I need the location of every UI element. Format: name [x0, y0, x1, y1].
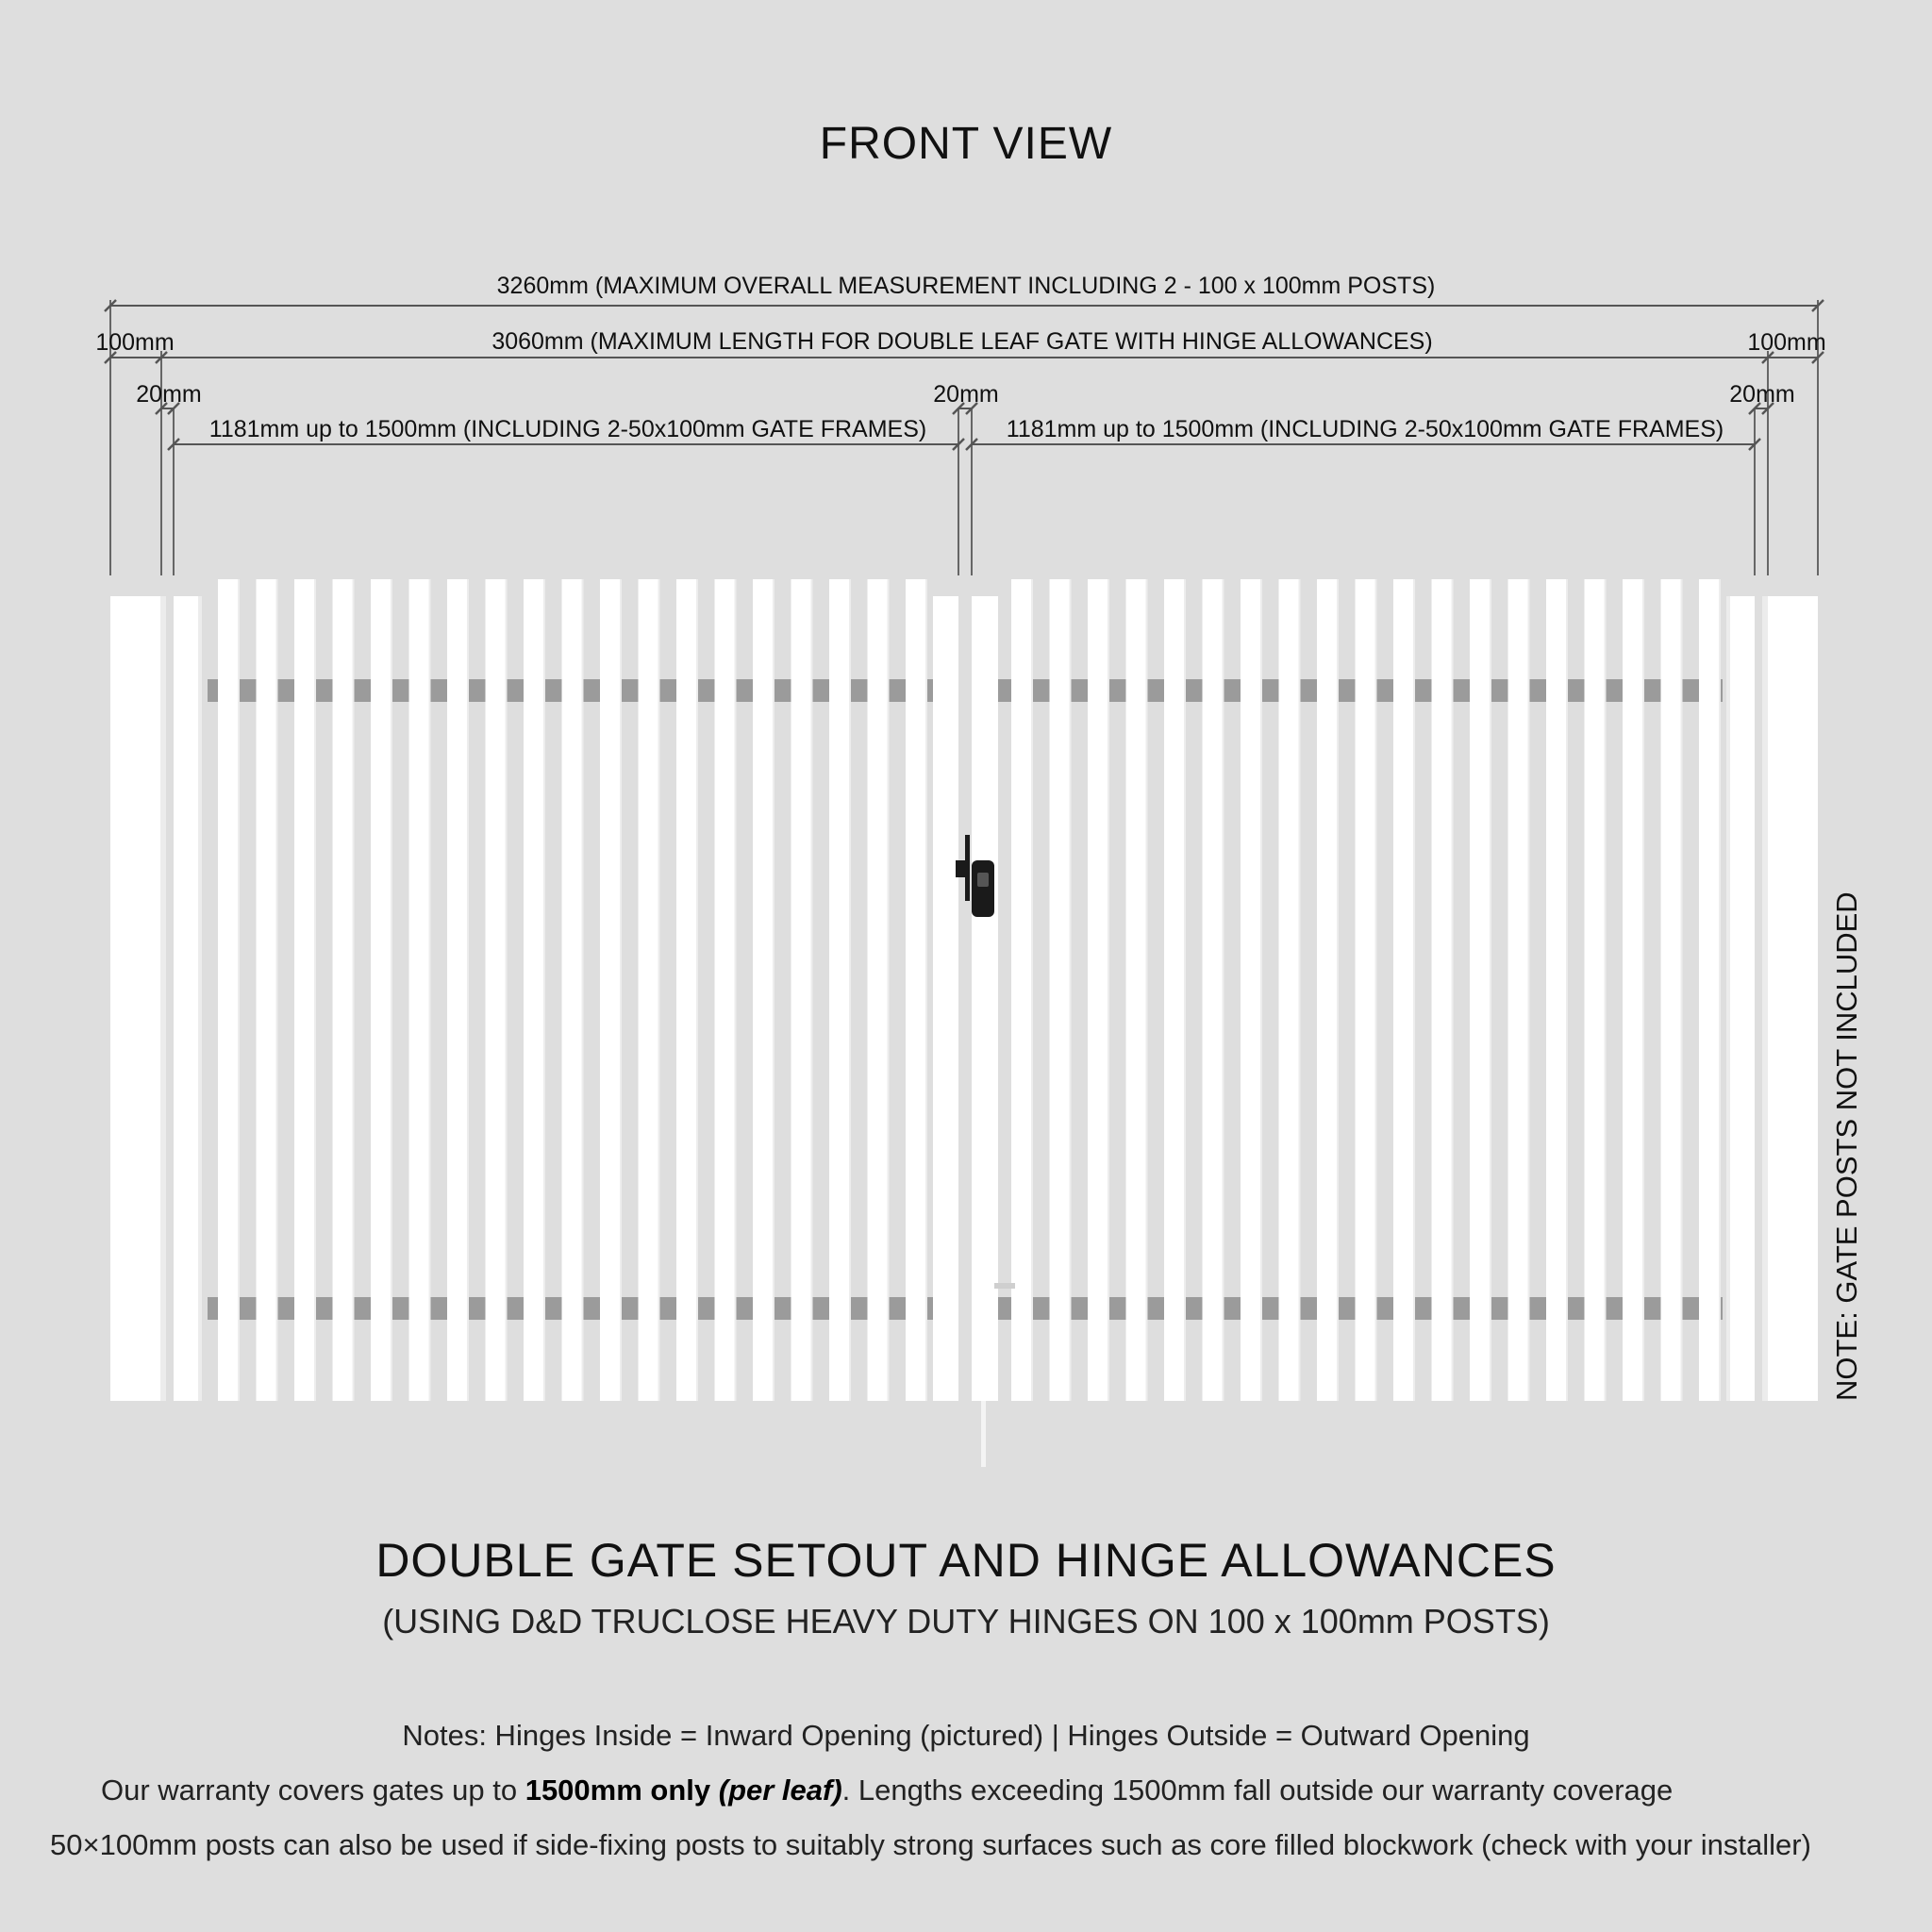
slat-left-12-shade: [658, 579, 660, 1401]
slats-right-leaf: [1011, 579, 1721, 1401]
gate-length-dimension-label: 3060mm (MAXIMUM LENGTH FOR DOUBLE LEAF GATE WITH HINGE ALLOWANCES): [491, 328, 1433, 355]
slat-right-9: [1317, 579, 1339, 1401]
slat-left-8: [486, 579, 508, 1401]
note-warranty: [101, 1774, 1673, 1807]
slat-right-7: [1241, 579, 1262, 1401]
slat-left-19: [906, 579, 927, 1401]
overall-dimension-label: 3260mm (MAXIMUM OVERALL MEASUREMENT INCLUDING 2 - 100 x 100mm POSTS): [496, 273, 1436, 299]
slat-right-15-shade: [1566, 579, 1568, 1401]
slat-right-7-shade: [1260, 579, 1262, 1401]
note-warranty-bold: 1500mm only: [525, 1774, 719, 1807]
slat-left-4-shade: [353, 579, 355, 1401]
gate-illustration: [110, 579, 1818, 1467]
slat-left-8-shade: [506, 579, 508, 1401]
slat-right-18: [1661, 579, 1683, 1401]
post-right-dimension-label: 100mm: [1747, 329, 1826, 356]
slat-left-6-shade: [429, 579, 431, 1401]
slat-right-8-shade: [1299, 579, 1301, 1401]
slat-left-11: [600, 579, 622, 1401]
slat-right-18-shade: [1681, 579, 1683, 1401]
sub-heading: (USING D&D TRUCLOSE HEAVY DUTY HINGES ON 100 x 100mm POSTS): [382, 1602, 1550, 1641]
post-left: [110, 596, 166, 1401]
slat-right-2: [1050, 579, 1072, 1401]
slat-left-16: [791, 579, 813, 1401]
slat-right-14-shade: [1528, 579, 1530, 1401]
slat-right-6-shade: [1223, 579, 1224, 1401]
slat-left-10-shade: [582, 579, 584, 1401]
slat-right-13: [1470, 579, 1491, 1401]
slat-right-3-shade: [1108, 579, 1109, 1401]
note-warranty-bold-italic: (per leaf): [718, 1774, 842, 1807]
slat-right-10-shade: [1375, 579, 1377, 1401]
side-note: NOTE: GATE POSTS NOT INCLUDED: [1830, 891, 1863, 1401]
slat-left-13-shade: [696, 579, 698, 1401]
leaf-left-dimension-label: 1181mm up to 1500mm (INCLUDING 2-50x100mm GATE FRAMES): [208, 416, 927, 442]
slat-left-18-shade: [888, 579, 890, 1401]
slat-right-16: [1585, 579, 1607, 1401]
slat-left-7: [447, 579, 469, 1401]
slat-right-16-shade: [1605, 579, 1607, 1401]
slat-right-14: [1508, 579, 1530, 1401]
note-hinges: Notes: Hinges Inside = Inward Opening (pictured) | Hinges Outside = Outward Opening: [402, 1719, 1530, 1752]
slat-right-11-shade: [1413, 579, 1415, 1401]
frame-stile-left-inner: [933, 596, 958, 1401]
slat-right-1-shade: [1031, 579, 1033, 1401]
note-posts: 50×100mm posts can also be used if side-fixing posts to suitably strong surfaces such as core filled blockwork (check with your installer): [50, 1828, 1811, 1861]
slat-left-2: [257, 579, 278, 1401]
slat-left-1: [218, 579, 240, 1401]
slat-left-14: [715, 579, 737, 1401]
slat-right-3: [1088, 579, 1109, 1401]
drop-bolt: [981, 1401, 986, 1467]
slat-right-5-shade: [1184, 579, 1186, 1401]
slat-left-5: [371, 579, 392, 1401]
leaf-right-dimension-label: 1181mm up to 1500mm (INCLUDING 2-50x100mm GATE FRAMES): [1006, 416, 1724, 442]
slat-right-17-shade: [1642, 579, 1644, 1401]
slat-right-2-shade: [1070, 579, 1072, 1401]
slat-right-12: [1432, 579, 1454, 1401]
slat-left-10: [562, 579, 584, 1401]
slat-left-2-shade: [276, 579, 278, 1401]
note-warranty-post: . Lengths exceeding 1500mm fall outside our warranty coverage: [841, 1774, 1674, 1807]
slat-left-12: [639, 579, 660, 1401]
slat-left-7-shade: [467, 579, 469, 1401]
slat-right-9-shade: [1337, 579, 1339, 1401]
slat-right-8: [1279, 579, 1301, 1401]
slat-right-5: [1164, 579, 1186, 1401]
slats-left-leaf: [218, 579, 927, 1401]
post-right: [1762, 596, 1818, 1401]
slat-left-18: [868, 579, 890, 1401]
hinge-center-dimension-label: 20mm: [933, 381, 999, 408]
slat-left-14-shade: [735, 579, 737, 1401]
slat-left-17-shade: [849, 579, 851, 1401]
slat-left-1-shade: [238, 579, 240, 1401]
slat-right-10: [1356, 579, 1377, 1401]
slat-right-4: [1126, 579, 1148, 1401]
slat-left-11-shade: [620, 579, 622, 1401]
slat-left-17: [829, 579, 851, 1401]
note-warranty-pre: Our warranty covers gates up to: [101, 1774, 525, 1807]
slat-right-17: [1623, 579, 1644, 1401]
frame-stile-right-inner: [972, 596, 998, 1401]
slat-left-9-shade: [543, 579, 545, 1401]
post-left-dimension-label: 100mm: [95, 329, 175, 356]
slat-right-13-shade: [1490, 579, 1491, 1401]
slat-left-9: [524, 579, 545, 1401]
slat-left-5-shade: [391, 579, 392, 1401]
slat-right-1: [1011, 579, 1033, 1401]
slat-right-19-shade: [1719, 579, 1721, 1401]
slat-right-6: [1203, 579, 1224, 1401]
main-heading: DOUBLE GATE SETOUT AND HINGE ALLOWANCES: [375, 1534, 1557, 1587]
slat-left-3-shade: [314, 579, 316, 1401]
slat-right-15: [1546, 579, 1568, 1401]
page-title: FRONT VIEW: [819, 119, 1113, 169]
slat-left-19-shade: [925, 579, 927, 1401]
slat-left-6: [409, 579, 431, 1401]
frame-stile-left-outer: [174, 596, 202, 1401]
slat-left-16-shade: [811, 579, 813, 1401]
slat-left-4: [333, 579, 355, 1401]
hinge-right-dimension-label: 20mm: [1729, 381, 1795, 408]
slat-right-19: [1699, 579, 1721, 1401]
slat-left-3: [294, 579, 316, 1401]
slat-left-15-shade: [773, 579, 774, 1401]
slat-left-13: [676, 579, 698, 1401]
slat-left-15: [753, 579, 774, 1401]
frame-stile-right-outer: [1726, 596, 1755, 1401]
slat-right-12-shade: [1452, 579, 1454, 1401]
slat-right-4-shade: [1146, 579, 1148, 1401]
slat-right-11: [1393, 579, 1415, 1401]
hinge-left-dimension-label: 20mm: [136, 381, 202, 408]
